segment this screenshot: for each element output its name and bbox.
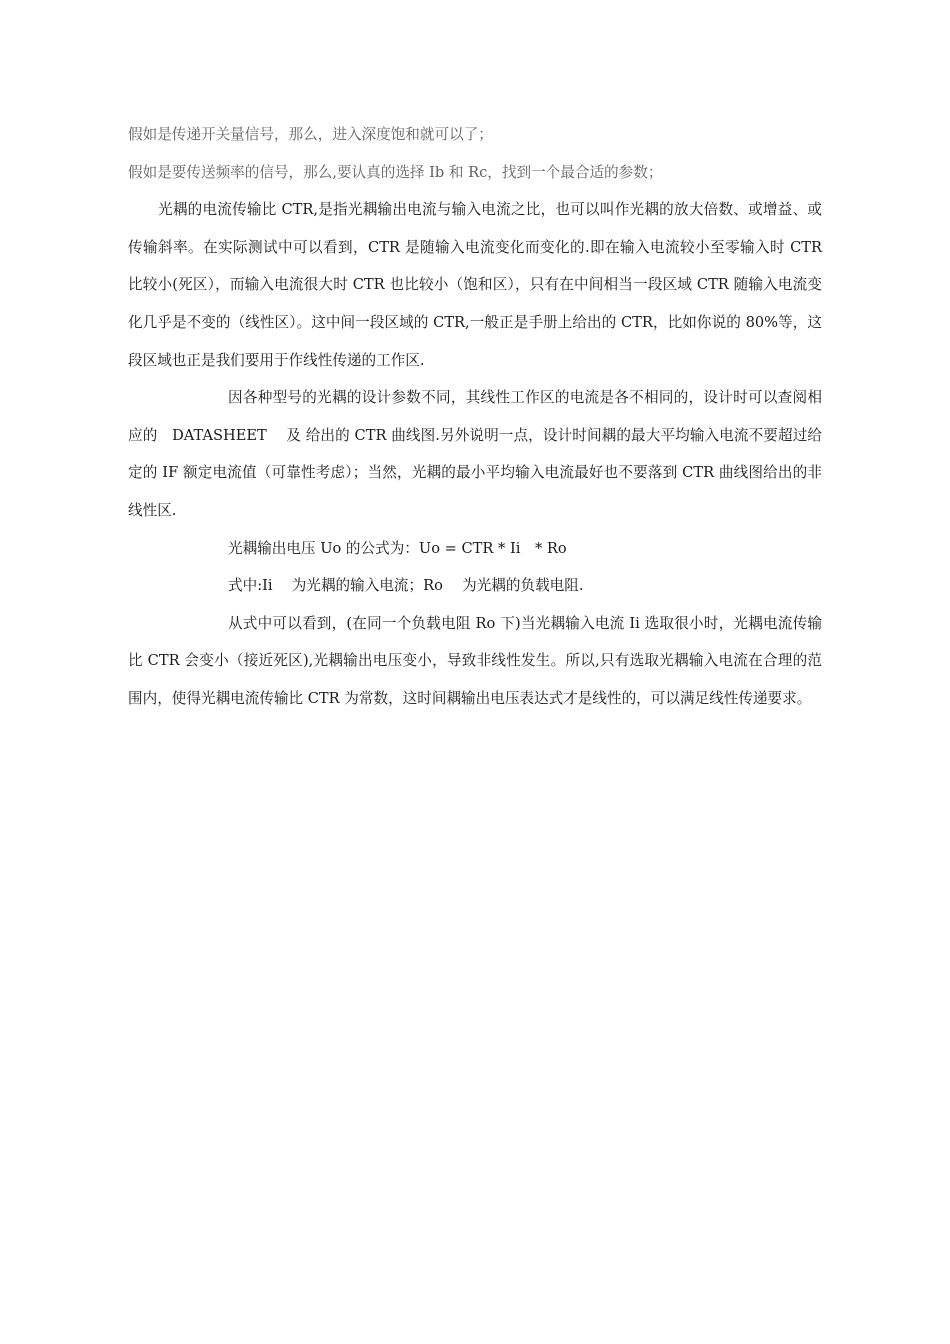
paragraph-linear-region: 因各种型号的光耦的设计参数不同，其线性工作区的电流是各不相同的，设计时可以查阅相应的 DATASHEET 及 给出的 CTR 曲线图.另外说明一点，设计时间耦的最大平均输入电流不要超过给定的 IF 额定电流值（可靠性考虑）；当然，光耦的最小平均输入电流最好也不要落到 CTR 曲线图给出的非线性区. xyxy=(128,389,822,519)
paragraph-conclusion: 从式中可以看到，(在同一个负载电阻 Ro 下)当光耦输入电流 Ii 选取很小时，光耦电流传输比 CTR 会变小（接近死区),光耦输出电压变小，导致非线性发生。所以,只有选取光耦输入电流在合理的范围内，使得光耦电流传输比 CTR 为常数，这时间耦输出电压表达式才是线性的，可以满足线性传递要求。 xyxy=(128,614,822,707)
paragraph-switch-signal: 假如是传递开关量信号，那么，进入深度饱和就可以了； xyxy=(128,126,493,143)
paragraph-frequency-signal: 假如是要传送频率的信号，那么,要认真的选择 Ib 和 Rc，找到一个最合适的参数； xyxy=(128,163,663,181)
document-body xyxy=(128,116,822,718)
paragraph-ctr-definition: 光耦的电流传输比 CTR,是指光耦输出电流与输入电流之比，也可以叫作光耦的放大倍数、或增益、或传输斜率。在实际测试中可以看到，CTR 是随输入电流变化而变化的.即在输入电流较小至零输入时 CTR 比较小(死区），而输入电流很大时 CTR 也比较小（饱和区），只有在中间相当一段区域 CTR 随输入电流变化几乎是不变的（线性区）。这中间一段区域的 CTR,一般正是手册上给出的 CTR，比如你说的 80%等，这段区域也正是我们要用于作线性传递的工作区. xyxy=(128,201,822,369)
paragraph-output-formula: 光耦输出电压 Uo 的公式为：Uo = CTR * Ii * Ro xyxy=(228,539,567,557)
paragraph-formula-variables: 式中:Ii 为光耦的输入电流；Ro 为光耦的负载电阻. xyxy=(228,577,584,595)
